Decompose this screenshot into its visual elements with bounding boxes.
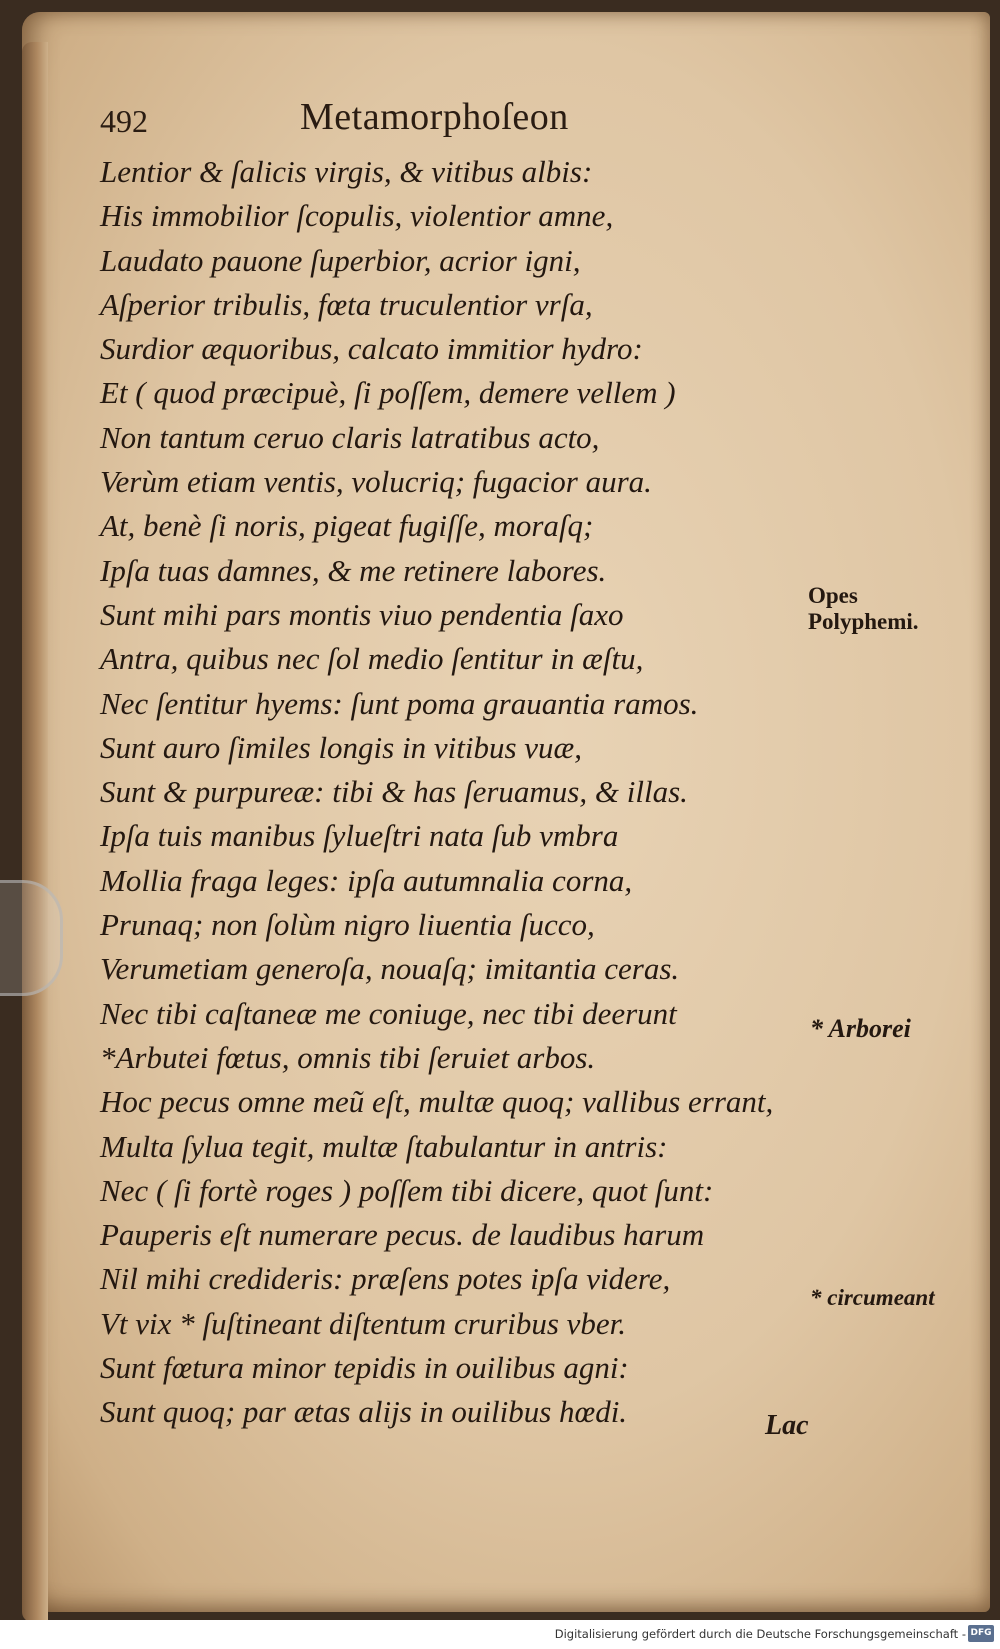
verse-line: Nec tibi caſtaneæ me coniuge, nec tibi deerunt xyxy=(100,995,677,1031)
verse-line: Non tantum ceruo claris latratibus acto, xyxy=(100,419,600,455)
verse-line: At, benè ſi noris, pigeat fugiſſe, moraſq; xyxy=(100,508,594,544)
footer-credit: Digitalisierung gefördert durch die Deutsche Forschungsgemeinschaft - xyxy=(554,1627,966,1641)
page-clip xyxy=(0,880,63,996)
verse-line: Sunt auro ſimiles longis in vitibus vuæ, xyxy=(100,729,582,765)
verse-line: Aſperior tribulis, fœta truculentior vrſa, xyxy=(100,286,593,322)
verse-line: Nec ſentitur hyems: ſunt poma grauantia ramos. xyxy=(100,685,699,721)
verse-line: Sunt fœtura minor tepidis in ouilibus agni: xyxy=(100,1350,629,1386)
page-header xyxy=(100,95,700,145)
catchword: Lac xyxy=(765,1410,809,1441)
margin-note-opes: Opes Polyphemi. xyxy=(808,583,919,634)
verse-line: Verùm etiam ventis, volucriq; fugacior aura. xyxy=(100,464,652,500)
running-title: Metamorphoſeon xyxy=(300,96,569,138)
verse-line: Laudato pauone ſuperbior, acrior igni, xyxy=(100,242,581,278)
margin-note-arborei: * Arborei xyxy=(810,1014,911,1043)
verse-line: Hoc pecus omne meũ eſt, multæ quoq; vallibus errant, xyxy=(100,1084,774,1120)
verse-block xyxy=(100,150,800,1435)
footer-bar xyxy=(0,1620,1000,1649)
verse-line: *Arbutei fœtus, omnis tibi ſeruiet arbos. xyxy=(100,1039,596,1075)
book-spine xyxy=(22,42,48,1622)
verse-line: Surdior æquoribus, calcato immitior hydro: xyxy=(100,331,643,367)
verse-line: Mollia fraga leges: ipſa autumnalia corna, xyxy=(100,862,633,898)
page-number: 492 xyxy=(100,103,148,139)
verse-line: Multa ſylua tegit, multæ ſtabulantur in antris: xyxy=(100,1128,668,1164)
verse-line: Prunaq; non ſolùm nigro liuentia ſucco, xyxy=(100,907,595,943)
verse-line: Sunt mihi pars montis viuo pendentia ſaxo xyxy=(100,596,624,632)
verse-line: Nec ( ſi fortè roges ) poſſem tibi dicere, quot ſunt: xyxy=(100,1172,714,1208)
verse-line: Lentior & ſalicis virgis, & vitibus albis: xyxy=(100,154,593,189)
verse-line: Pauperis eſt numerare pecus. de laudibus harum xyxy=(100,1217,705,1253)
verse-line: Sunt & purpureæ: tibi & has ſeruamus, & illas. xyxy=(100,774,688,810)
verse-line: Ipſa tuis manibus ſylueſtri nata ſub vmbra xyxy=(100,818,619,854)
margin-note-circumeant: * circumeant xyxy=(810,1285,935,1310)
verse-line: Ipſa tuas damnes, & me retinere labores. xyxy=(100,552,607,588)
verse-line: Sunt quoq; par ætas alijs in ouilibus hœdi. xyxy=(100,1394,628,1430)
verse-line: Vt vix * ſuſtineant diſtentum cruribus vber. xyxy=(100,1305,627,1341)
verse-line: Antra, quibus nec ſol medio ſentitur in æſtu, xyxy=(100,641,644,677)
verse-line: Et ( quod præcipuè, ſi poſſem, demere vellem ) xyxy=(100,375,676,411)
dfg-logo-icon: DFG xyxy=(968,1625,994,1642)
verse-line: Nil mihi credideris: præſens potes ipſa videre, xyxy=(100,1261,671,1297)
verse-line: His immobilior ſcopulis, violentior amne, xyxy=(100,198,614,234)
verse-line: Verumetiam generoſa, nouaſq; imitantia ceras. xyxy=(100,951,680,987)
